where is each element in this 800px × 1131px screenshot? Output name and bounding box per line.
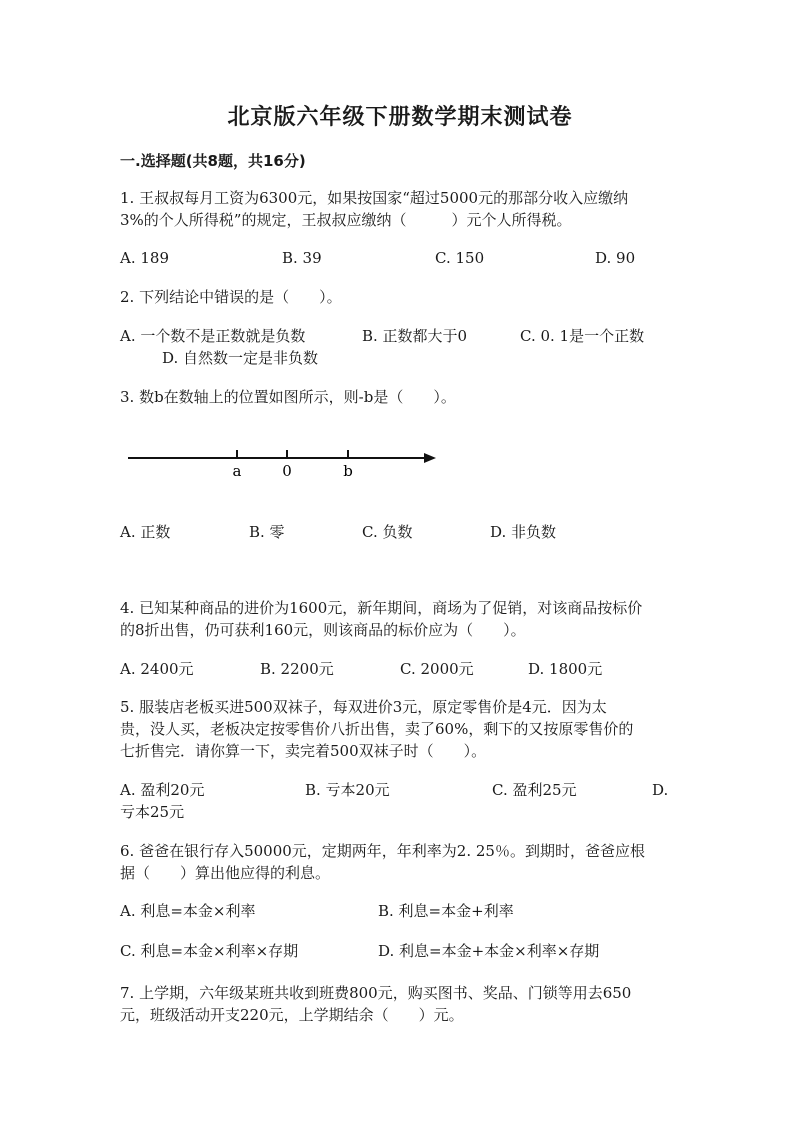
page-title: 北京版六年级下册数学期末测试卷 (227, 105, 573, 130)
question-6-option-a: A. 利息=本金×利率 (120, 902, 256, 920)
question-1-option-d: D. 90 (595, 249, 636, 267)
question-3-option-c: C. 负数 (362, 523, 413, 541)
number-line-figure (126, 440, 446, 490)
question-4-option-b: B. 2200元 (260, 660, 334, 678)
question-1-line-1: 1. 王叔叔每月工资为6300元，如果按国家“超过5000元的那部分收入应缴纳 (120, 189, 629, 207)
question-5-option-c: C. 盈利25元 (492, 781, 577, 799)
question-1-option-c: C. 150 (435, 249, 485, 267)
question-7-line-2: 元，班级活动开支220元，上学期结余（ ）元。 (120, 1006, 464, 1024)
question-4-option-a: A. 2400元 (120, 660, 194, 678)
question-6-option-b: B. 利息=本金+利率 (378, 902, 514, 920)
question-1-option-b: B. 39 (282, 249, 322, 267)
question-5-line-2: 贵，没人买，老板决定按零售价八折出售，卖了60%，剩下的又按原零售价的 (120, 720, 634, 738)
question-2-option-a: A. 一个数不是正数就是负数 (120, 327, 306, 345)
question-2-option-d: D. 自然数一定是非负数 (162, 349, 319, 367)
question-3-option-d: D. 非负数 (490, 523, 557, 541)
question-5-option-d-letter: D. (652, 781, 669, 799)
question-3-option-a: A. 正数 (120, 523, 171, 541)
question-5-option-d-text: 亏本25元 (120, 803, 185, 821)
question-4-line-2: 的8折出售，仍可获利160元，则该商品的标价应为（ ）。 (120, 621, 526, 639)
label-zero: 0 (282, 462, 292, 480)
question-7-line-1: 7. 上学期，六年级某班共收到班费800元，购买图书、奖品、门锁等用去650 (120, 984, 632, 1002)
question-1-line-2: 3%的个人所得税”的规定，王叔叔应缴纳（ ）元个人所得税。 (120, 211, 572, 229)
question-4-option-c: C. 2000元 (400, 660, 474, 678)
section-heading: 一.选择题(共8题，共16分) (120, 152, 306, 170)
question-4-option-d: D. 1800元 (528, 660, 603, 678)
question-5-option-b: B. 亏本20元 (305, 781, 390, 799)
question-1-option-a: A. 189 (120, 249, 169, 267)
question-6-option-d: D. 利息=本金+本金×利率×存期 (378, 942, 600, 960)
number-line-arrow (424, 453, 436, 463)
label-b: b (343, 462, 353, 480)
question-2-option-c: C. 0. 1是一个正数 (520, 327, 645, 345)
question-3-line-1: 3. 数b在数轴上的位置如图所示，则-b是（ ）。 (120, 388, 456, 406)
question-5-option-a: A. 盈利20元 (120, 781, 205, 799)
question-4-line-1: 4. 已知某种商品的进价为1600元，新年期间，商场为了促销，对该商品按标价 (120, 599, 643, 617)
question-5-line-3: 七折售完．请你算一下，卖完着500双袜子时（ ）。 (120, 742, 487, 760)
question-2-option-b: B. 正数都大于0 (362, 327, 468, 345)
question-3-option-b: B. 零 (249, 523, 285, 541)
question-6-option-c: C. 利息=本金×利率×存期 (120, 942, 299, 960)
question-2-line-1: 2. 下列结论中错误的是（ ）。 (120, 288, 342, 306)
question-5-line-1: 5. 服装店老板买进500双袜子，每双进价3元，原定零售价是4元．因为太 (120, 698, 607, 716)
question-6-line-1: 6. 爸爸在银行存入50000元，定期两年，年利率为2. 25％。到期时，爸爸应根 (120, 842, 645, 860)
label-a: a (232, 462, 242, 480)
question-6-line-2: 据（ ）算出他应得的利息。 (120, 864, 331, 882)
